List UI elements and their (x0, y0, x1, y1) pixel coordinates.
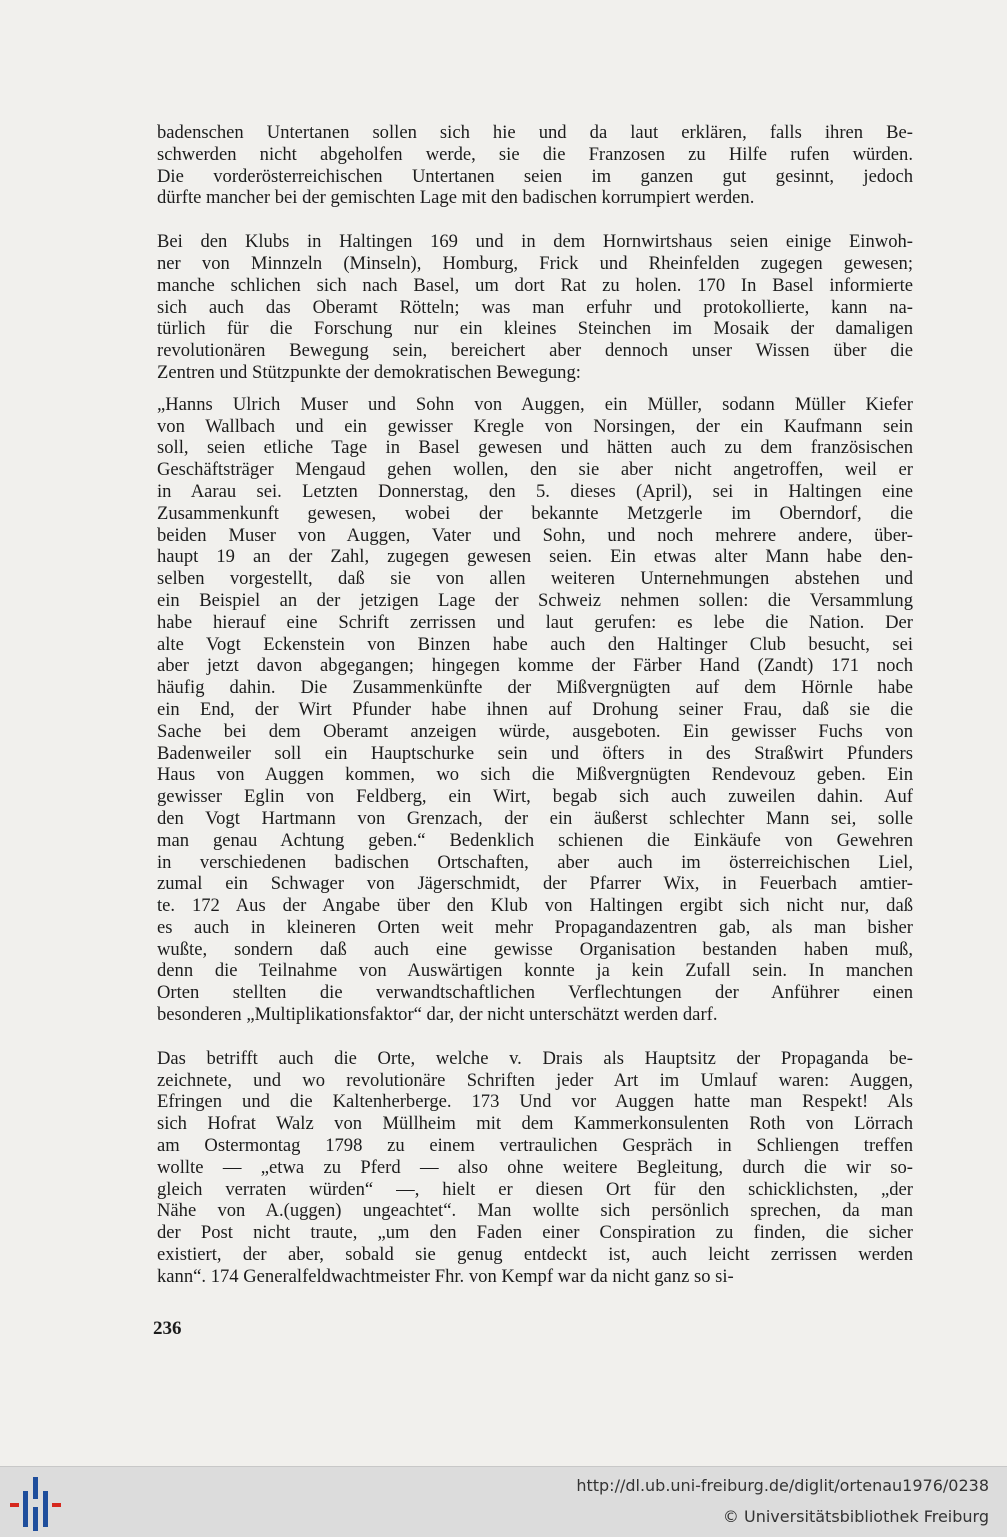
text-line: Das betrifft auch die Orte, welche v. Drais als Hauptsitz der Propaganda be- (157, 1047, 913, 1069)
source-url-link[interactable]: http://dl.ub.uni-freiburg.de/diglit/ortenau1976/0238 (576, 1476, 989, 1495)
page-number: 236 (153, 1318, 182, 1339)
document-body (157, 122, 913, 1288)
text-line: besonderen „Multiplikationsfaktor“ dar, der nicht unterschätzt werden darf. (157, 1004, 718, 1026)
text-line: sich Hofrat Walz von Müllheim mit dem Kammerkonsulenten Roth von Lörrach (157, 1113, 913, 1135)
text-line: in verschiedenen badischen Ortschaften, aber auch im österreichischen Liel, (157, 851, 913, 873)
paragraph-gap (157, 209, 913, 231)
text-line: Geschäftsträger Mengaud gehen wollen, den sie aber nicht angetroffen, weil er (157, 459, 913, 481)
text-line: in Aarau sei. Letzten Donnerstag, den 5. dieses (April), sei in Haltingen eine (157, 480, 913, 502)
text-line: Zentren und Stützpunkte der demokratischen Bewegung: (157, 361, 581, 383)
text-line: Die vorderösterreichischen Untertanen seien im ganzen gut gesinnt, jedoch (157, 165, 913, 187)
paragraph (157, 1048, 913, 1288)
viewer-footer (0, 1466, 1007, 1537)
text-line: ner von Minnzeln (Minseln), Homburg, Frick und Rheinfelden zugegen gewesen; (157, 252, 913, 274)
paragraph-gap (157, 1026, 913, 1048)
paragraph-gap (157, 384, 913, 394)
text-line: Haus von Auggen kommen, wo sich die Mißvergnügten Rendevouz geben. Ein (157, 764, 913, 786)
ub-freiburg-logo-icon (8, 1477, 64, 1531)
text-line: der Post nicht traute, „um den Faden einer Conspiration zu finden, die sicher (157, 1222, 913, 1244)
text-line: wußte, sondern daß auch eine gewisse Organisation bestanden haben muß, (157, 938, 913, 960)
text-line: Efringen und die Kaltenherberge. 173 Und vor Auggen hatte man Respekt! Als (157, 1091, 913, 1113)
text-line: Badenweiler soll ein Hauptschurke sein und öfters in des Straßwirt Pfunders (157, 742, 913, 764)
text-line: soll, seien etliche Tage in Basel gewesen und hätten auch zu dem französischen (157, 437, 913, 459)
text-line: man genau Achtung geben.“ Bedenklich schienen die Einkäufe von Gewehren (157, 829, 913, 851)
text-line: ein End, der Wirt Pfunder habe ihnen auf Drohung seiner Frau, daß sie die (157, 698, 913, 720)
paragraph (157, 122, 913, 209)
text-line: häufig dahin. Die Zusammenkünfte der Mißvergnügten auf dem Hörnle habe (157, 677, 913, 699)
text-line: Zusammenkunft gewesen, wobei der bekannte Metzgerle im Oberndorf, die (157, 502, 913, 524)
text-line: revolutionären Bewegung sein, bereichert aber dennoch unser Wissen über die (157, 340, 913, 362)
text-line: haupt 19 an der Zahl, zugegen gewesen seien. Ein etwas alter Mann habe den- (157, 546, 913, 568)
text-line: von Wallbach und ein gewisser Kregle von Norsingen, der ein Kaufmann sein (157, 415, 913, 437)
text-line: dürfte mancher bei der gemischten Lage mit den badischen korrumpiert werden. (157, 187, 755, 209)
text-line: habe hierauf eine Schrift zerrissen und laut gerufen: es lebe die Nation. Der (157, 611, 913, 633)
paragraph (157, 231, 913, 384)
text-line: zumal ein Schwager von Jägerschmidt, der Pfarrer Wix, in Feuerbach amtier- (157, 873, 913, 895)
copyright-notice: © Universitätsbibliothek Freiburg (722, 1507, 989, 1526)
text-line: Bei den Klubs in Haltingen 169 und in dem Hornwirtshaus seien einige Einwoh- (157, 231, 913, 253)
text-line: Sache bei dem Oberamt anzeigen würde, ausgeboten. Ein gewisser Fuchs von (157, 720, 913, 742)
text-line: alte Vogt Eckenstein von Binzen habe auch den Haltinger Club besucht, sei (157, 633, 913, 655)
text-line: es auch in kleineren Orten weit mehr Propagandazentren gab, als man bisher (157, 916, 913, 938)
text-line: sich auch das Oberamt Rötteln; was man erfuhr und protokollierte, kann na- (157, 296, 913, 318)
text-line: gewisser Eglin von Feldberg, ein Wirt, begab sich auch zuweilen dahin. Auf (157, 786, 913, 808)
text-line: am Ostermontag 1798 zu einem vertraulichen Gespräch in Schliengen treffen (157, 1135, 913, 1157)
text-line: aber jetzt davon abgegangen; hingegen komme der Färber Hand (Zandt) 171 noch (157, 655, 913, 677)
text-line: schwerden nicht abgeholfen werde, sie die Franzosen zu Hilfe rufen würden. (157, 143, 913, 165)
text-line: „Hanns Ulrich Muser und Sohn von Auggen, ein Müller, sodann Müller Kiefer (157, 393, 913, 415)
text-line: Nähe von A.(uggen) ungeachtet“. Man wollte sich persönlich sprechen, da man (157, 1200, 913, 1222)
text-line: denn die Teilnahme von Auswärtigen konnte ja kein Zufall sein. In manchen (157, 960, 913, 982)
text-line: selben vorgestellt, daß sie von allen weiteren Unternehmungen abstehen und (157, 568, 913, 590)
text-line: gleich verraten würden“ —, hielt er diesen Ort für den schicklichsten, „der (157, 1178, 913, 1200)
text-line: existiert, der aber, sobald sie genug entdeckt ist, auch leicht zerrissen werden (157, 1244, 913, 1266)
text-line: türlich für die Forschung nur ein kleines Steinchen im Mosaik der damaligen (157, 318, 913, 340)
text-line: zeichnete, und wo revolutionäre Schriften jeder Art im Umlauf waren: Auggen, (157, 1069, 913, 1091)
text-line: badenschen Untertanen sollen sich hie und da laut erklären, falls ihren Be- (157, 122, 913, 143)
text-line: kann“. 174 Generalfeldwachtmeister Fhr. von Kempf war da nicht ganz so si- (157, 1265, 734, 1287)
text-line: ein Beispiel an der jetzigen Lage der Schweiz nehmen sollen: die Versammlung (157, 589, 913, 611)
text-line: Orten stellten die verwandtschaftlichen Verflechtungen der Anführer einen (157, 982, 913, 1004)
paragraph (157, 394, 913, 1026)
text-line: manche schlichen sich nach Basel, um dort Rat zu holen. 170 In Basel informierte (157, 274, 913, 296)
text-line: wollte — „etwa zu Pferd — also ohne weitere Begleitung, durch die wir so- (157, 1156, 913, 1178)
text-line: beiden Muser von Auggen, Vater und Sohn, und noch mehrere andere, über- (157, 524, 913, 546)
text-line: den Vogt Hartmann von Grenzach, der ein äußerst schlechter Mann sei, solle (157, 807, 913, 829)
text-line: te. 172 Aus der Angabe über den Klub von Haltingen ergibt sich nicht nur, daß (157, 895, 913, 917)
